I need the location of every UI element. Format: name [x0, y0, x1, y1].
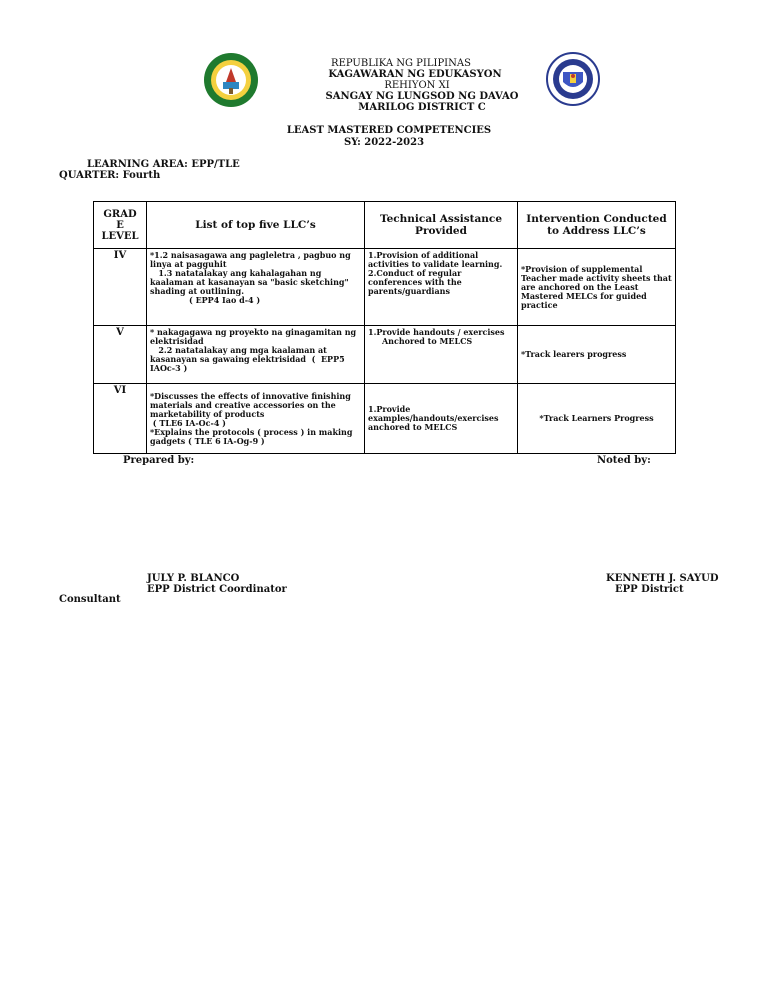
preparer-title: EPP District Coordinator [147, 584, 287, 595]
intervention-cell: *Provision of supplemental Teacher made activity sheets that are anchored on the Least Mastered MELCs for guided practice [518, 249, 676, 326]
header-republic: REPUBLIKA NG PILIPINAS [331, 58, 471, 69]
prepared-by-label: Prepared by: [123, 455, 195, 466]
ta-cell: 1.Provision of additional activities to validate learning. 2.Conduct of regular conferences with the parents/guardians [365, 249, 518, 326]
col-grade-level: GRAD E LEVEL [94, 202, 147, 249]
grade-cell: V [94, 326, 147, 384]
col-technical-assistance: Technical Assistance Provided [365, 202, 518, 249]
llc-table [93, 201, 676, 454]
ta-cell: 1.Provide handouts / exercises Anchored to MELCS [365, 326, 518, 384]
llc-cell: *1.2 naisasagawa ang pagleletra , pagbuo ng linya at pagguhit 1.3 natatalakay ang kahalagahan ng kaalaman at kasanayan sa "basic sketching" shading at outlining. ( EPP4 Iao d-4 ) [147, 249, 365, 326]
table-header-row [94, 202, 676, 249]
document-title: LEAST MASTERED COMPETENCIES [286, 125, 492, 136]
learning-area: LEARNING AREA: EPP/TLE [87, 159, 240, 170]
preparer-name: JULY P. BLANCO [147, 573, 240, 584]
grade-cell: VI [94, 384, 147, 454]
grade-cell: IV [94, 249, 147, 326]
table-row [94, 384, 676, 454]
intervention-cell: *Track learers progress [518, 326, 676, 384]
header-region: REHIYON XI [384, 80, 450, 91]
school-year: SY: 2022-2023 [343, 137, 425, 148]
header-department: KAGAWARAN NG EDUKASYON [328, 69, 502, 80]
llc-cell: *Discusses the effects of innovative finishing materials and creative accessories on the marketability of products ( TLE6 IA-Oc-4 ) *Explains the protocols ( process ) in making gadgets ( TLE 6 IA-Og-9 ) [147, 384, 365, 454]
noter-title: EPP District [615, 584, 684, 595]
header-district: MARILOG DISTRICT C [358, 102, 486, 113]
intervention-cell: *Track Learners Progress [518, 384, 676, 454]
noter-name: KENNETH J. SAYUD [606, 573, 719, 584]
col-llc: List of top five LLC’s [147, 202, 365, 249]
quarter: QUARTER: Fourth [59, 170, 161, 181]
col-intervention: Intervention Conducted to Address LLC’s [518, 202, 676, 249]
noted-by-label: Noted by: [597, 455, 651, 466]
table-row [94, 249, 676, 326]
preparer-role: Consultant [59, 594, 121, 605]
table-row [94, 326, 676, 384]
llc-cell: * nakagagawa ng proyekto na ginagamitan ng elektrisidad 2.2 natatalakay ang mga kaalaman at kasanayan sa gawaing elektrisidad ( EPP5 IAOc-3 ) [147, 326, 365, 384]
header-division: SANGAY NG LUNGSOD NG DAVAO [325, 91, 519, 102]
ta-cell: 1.Provide examples/handouts/exercises anchored to MELCS [365, 384, 518, 454]
